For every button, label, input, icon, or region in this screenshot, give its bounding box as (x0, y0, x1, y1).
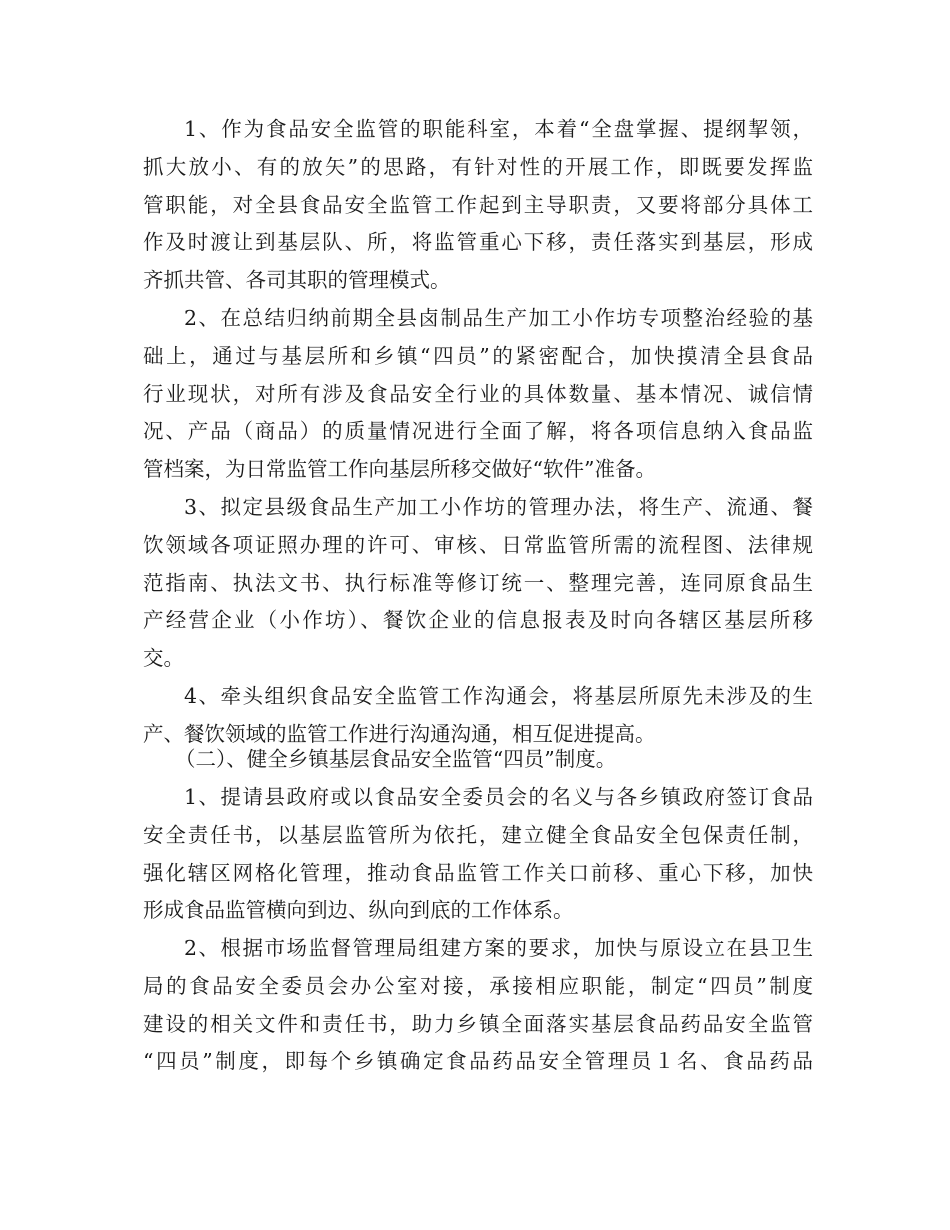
paragraph-line: 况、产品（商品）的质量情况进行全面了解，将各项信息纳入食品监 (143, 419, 813, 444)
paragraph-line: 齐抓共管、各司其职的管理模式。 (143, 268, 451, 293)
paragraph-5 (143, 779, 813, 930)
paragraph-line: 形成食品监管横向到边、纵向到底的工作体系。 (143, 898, 574, 923)
paragraph-line: 强化辖区网格化管理，推动食品监管工作关口前移、重心下移，加快 (143, 860, 813, 885)
paragraph-line: 4、牵头组织食品安全监管工作沟通会，将基层所原先未涉及的生 (184, 684, 813, 708)
paragraph-line: 行业现状，对所有涉及食品安全行业的具体数量、基本情况、诚信情 (143, 381, 813, 406)
paragraph-3 (143, 489, 813, 678)
paragraph-line: 2、根据市场监督管理局组建方案的要求，加快与原设立在县卫生 (184, 936, 813, 960)
paragraph-line: 产经营企业（小作坊）、餐饮企业的信息报表及时向各辖区基层所移 (143, 608, 813, 633)
paragraph-line: 1、提请县政府或以食品安全委员会的名义与各乡镇政府签订食品 (184, 785, 813, 809)
paragraph-line: 1、作为食品安全监管的职能科室，本着“全盘掌握、提纲挈领， (184, 117, 813, 141)
paragraph-line: 作及时渡让到基层队、所，将监管重心下移，责任落实到基层，形成 (143, 230, 813, 255)
section-heading: （二）、健全乡镇基层食品安全监管“四员”制度。 (175, 747, 617, 771)
paragraph-line: 2、在总结归纳前期全县卤制品生产加工小作坊专项整治经验的基 (184, 306, 813, 330)
paragraph-line: 建设的相关文件和责任书，助力乡镇全面落实基层食品药品安全监管 (143, 1011, 813, 1036)
paragraph-line: 饮领域各项证照办理的许可、审核、日常监管所需的流程图、法律规 (143, 532, 813, 557)
paragraph-2 (143, 300, 813, 489)
paragraph-line: 3、拟定县级食品生产加工小作坊的管理办法，将生产、流通、餐 (184, 495, 813, 519)
paragraph-line: 管职能，对全县食品安全监管工作起到主导职责，又要将部分具体工 (143, 192, 813, 217)
paragraph-line: 局的食品安全委员会办公室对接，承接相应职能，制定“四员”制度 (143, 973, 813, 998)
paragraph-line: 安全责任书，以基层监管所为依托，建立健全食品安全包保责任制， (143, 822, 813, 847)
paragraph-line: 管档案，为日常监管工作向基层所移交做好“软件”准备。 (143, 457, 656, 482)
paragraph-6 (143, 930, 813, 1081)
paragraph-line: 础上，通过与基层所和乡镇“四员”的紧密配合，加快摸清全县食品 (143, 343, 813, 368)
paragraph-line: 产、餐饮领域的监管工作进行沟通沟通，相互促进提高。 (143, 721, 656, 746)
paragraph-line: 范指南、执法文书、执行标准等修订统一、整理完善，连同原食品生 (143, 570, 813, 595)
paragraph-line: “四员”制度，即每个乡镇确定食品药品安全管理员１名、食品药品 (143, 1049, 813, 1074)
paragraph-line: 抓大放小、有的放矢”的思路，有针对性的开展工作，即既要发挥监 (143, 154, 813, 179)
paragraph-line: 交。 (143, 646, 184, 671)
paragraph-1 (143, 111, 813, 300)
